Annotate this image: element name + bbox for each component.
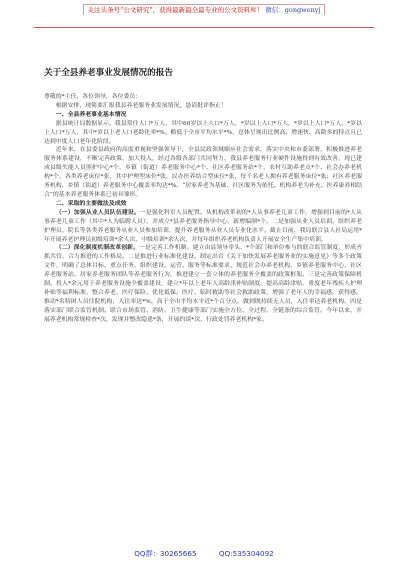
document-body (44, 93, 362, 325)
document-title: 关于全县养老事业发展情况的报告 (44, 68, 173, 78)
promo-banner (0, 4, 408, 26)
qq-group: QQ群：30265665 (134, 549, 197, 558)
subsection-2-paragraph (44, 244, 362, 324)
section-1-heading: 一、全县养老事业基本情况 (55, 111, 127, 118)
salutation: 尊敬的*主任，各位领导，各位委员： (44, 94, 142, 100)
promo-banner-box (83, 4, 326, 15)
subsection-1-body: 一是强化科室人员配置。从机构改革初的*人从事养老儿童工作，增强到目前的*人从事养老儿童工作（其中*人为临聘人员），并成立*县养老服务指导中心，新增编制*个。二是加强从业人员培训。组织养老护理员、院长等各类养老服务从业人员参加培训，提升养老服务从业人员专业化水平。截止目前，我局联合县人社局运用*年开展养老护理员初级培训*余人次，中级培训*余人次，并每年组织养老机构负责人开展安全生产集中培训。 (44, 209, 363, 243)
subsection-2-body: 一是完善工作机制。建立由县领导牵头、*个部门和单位参与的联合监管制度，形成齐抓共管、合力推进的工作格局。二是推进行业标准化建设。制定出台《关于加快发展养老服务业的实施意见》等多个政策文件，明确了总体目标、重点任务、组织建设、运营、服务等标准要求，规范社会办养老机构、乡镇养老服务中心、社区养老服务站。居家养老服务团队等养老服务行为，推进建立一套立体的养老服务全覆盖的政策框架。三是完善政策保障机制。投入*余元用于养老服务设施全覆盖建设，建立*年以上老年人高龄津补贴制度，提高高龄津贴，重度老年残疾人护理补贴等福利标准，整合养老、医疗保险、优化低保、医疗、临时救助等社会救助政策，增强了老年人的幸福感、获得感。推动*名特困人员住院机构，入住率达*%。高于全市平均水平近*个百分点，做到既持续无人员，入住率达养老机构。四是落实部门联合监管机制。联合市场监管、消防、卫生健康等部门实施全方位、全过程、全链条的综合监管。今年以来，开展养老机构常规检查*次，发现并整改隐患*条，开展约谈*次，行政处罚养老机构*家。 (44, 245, 362, 323)
banner-divider (34, 27, 374, 28)
subsection-1-title: （一）加强从业人员队伍建设。 (55, 208, 140, 216)
subsection-1-paragraph (44, 209, 362, 245)
section-2-heading: 二、采取的主要做法及成效 (55, 200, 127, 207)
subsection-2-title: （二）深化制度机制改革创新。 (55, 244, 140, 252)
qq-contact: QQ:535304092 (218, 549, 274, 558)
footer-contact (0, 549, 408, 561)
intro-paragraph: 根据安排，现简要汇报我县养老服务业发展情况，恳请批评指正！ (55, 102, 227, 109)
promo-text: 关注头条号“公文研究”，获得最新最全最专业的公文资料库！ (87, 6, 264, 14)
wechat-id: 微信：gongwenyj (265, 6, 321, 14)
section-1-paragraph-2: 近年来，在县委县政府的高度重视和坚强领导下，全县民政领域顺应社会需求，落实中央和市委部署，积极推进养老服务体系建设，不断完善政策，加大投入，经过各级各部门共同努力，我县养老服务行业硬件设施得到有效改善，现已建成县级失能人员照护中心*个、乡镇（街道）养老服务中心*个、社区养老服务站*个、农村互助养老点*个、社会办养老机构*个、各类养老床位*张，其中护理型床位*张，民办医养结合型床位*张，每千名老人拥有养老服务床位*张；社区养老服务机构、乡镇（街道）养老服务中心覆盖率均达*%。“居家养老为基础、社区服务为依托、机构养老为补充、医养康养相结合”的基本养老服务体系已初具雏形。 (44, 147, 362, 198)
section-1-paragraph-1: 据县统计局数据显示，我县常住人口*万人，其中60岁以上人口*万人，*岁以上人口*万人，*岁以上人口*万人，*岁以上人口*万人，其中*岁以上老人口老龄化率*%。略低于全市平均水平*%，总体呈现出比例高、增速快、高龄多的特点且已达到中度人口老年化阶段。 (44, 120, 362, 145)
